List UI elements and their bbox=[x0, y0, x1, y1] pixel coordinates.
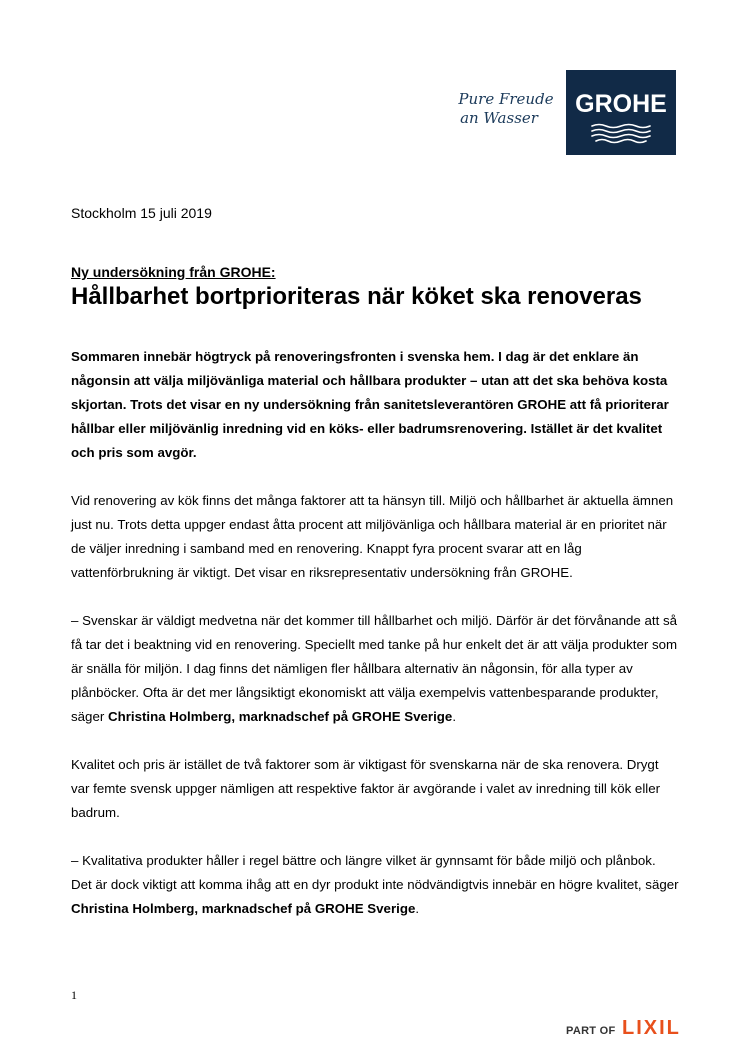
lixil-logo bbox=[566, 1017, 681, 1040]
article-body bbox=[71, 345, 679, 945]
grohe-logo bbox=[566, 70, 676, 155]
quote-attribution: Christina Holmberg, marknadschef på GROHE Sverige bbox=[107, 709, 453, 724]
paragraph-4 bbox=[71, 849, 679, 921]
quote-attribution: Christina Holmberg, marknadschef på GROHE Sverige bbox=[71, 901, 416, 916]
paragraph-2 bbox=[71, 609, 679, 729]
paragraph-2-text: – Svenskar är väldigt medvetna när det kommer till hållbarhet och miljö. Därför är det förvånande att så få tar det i beaktning vid en renovering. Speciellt med tanke på hur enkelt det är att välja produkter som är snälla för miljön. I dag finns det nämligen fler hållbara alternativ än någonsin, för alla typer av plånböcker. Ofta är det mer långsiktigt ekonomiskt att välja exempelvis vattenbesparande produkter, säger bbox=[71, 613, 678, 724]
tagline-line-1: Pure Freude bbox=[458, 90, 554, 108]
lead-paragraph: Sommaren innebär högtryck på renoveringsfronten i svenska hem. I dag är det enklare än någonsin att välja miljövänliga material och hållbara produkter – utan att det ska behöva kosta skjortan. Trots det visar en ny undersökning från sanitetsleverantören GROHE att få prioriterar hållbar eller miljövänlig inredning vid en köks- eller badrumsrenovering. Istället är det kvalitet och pris som avgör. bbox=[71, 349, 669, 460]
paragraph-4-text: – Kvalitativa produkter håller i regel bättre och längre vilket är gynnsamt för både miljö och plånbok. Det är dock viktigt att komma ihåg att en dyr produkt inte nödvändigtvis innebär en högre kvalitet, säger bbox=[71, 853, 679, 892]
headline: Hållbarhet bortprioriteras när köket ska renoveras bbox=[71, 283, 642, 310]
paragraph-2-end: . bbox=[452, 709, 457, 724]
paragraph-4-end: . bbox=[415, 901, 420, 916]
paragraph-3: Kvalitet och pris är istället de två faktorer som är viktigast för svenskarna när de ska renovera. Drygt var femte svensk uppger nämligen att respektive faktor är avgörande i valet av inredning till kök eller badrum. bbox=[71, 757, 661, 820]
lixil-brand: LIXIL bbox=[622, 1017, 681, 1039]
waves-icon bbox=[590, 123, 652, 145]
paragraph-1: Vid renovering av kök finns det många faktorer att ta hänsyn till. Miljö och hållbarhet är aktuella ämnen just nu. Trots detta uppger endast åtta procent att miljövänliga och hållbara material är en prioritet när de väljer inredning i samband med en renovering. Knappt fyra procent svarar att en låg vattenförbrukning är viktigt. Det visar en riksrepresentativ undersökning från GROHE. bbox=[71, 493, 674, 580]
dateline: Stockholm 15 juli 2019 bbox=[71, 205, 212, 221]
part-of-label: PART OF bbox=[566, 1025, 616, 1037]
brand-tagline bbox=[456, 90, 556, 128]
kicker: Ny undersökning från GROHE: bbox=[71, 264, 276, 280]
tagline-line-2: an Wasser bbox=[460, 109, 538, 127]
grohe-logo-text: GROHE bbox=[575, 90, 667, 118]
page-number: 1 bbox=[71, 988, 77, 1002]
